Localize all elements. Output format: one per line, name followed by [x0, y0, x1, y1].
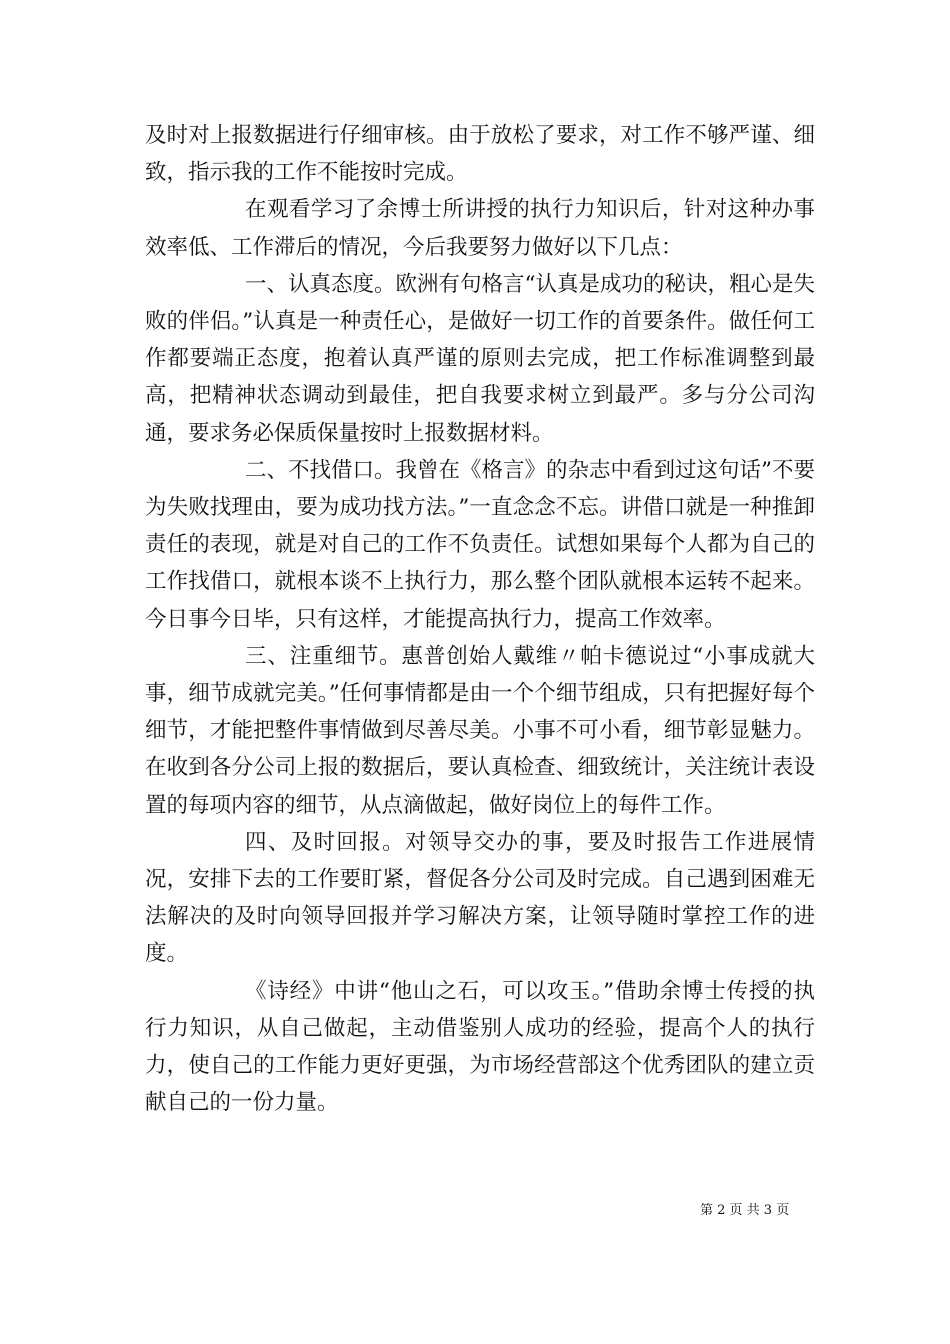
- paragraph-conclusion: 《诗经》中讲“他山之石，可以攻玉。”借助余博士传授的执行力知识，从自己做起，主动借鉴别人成功的经验，提高个人的执行力，使自己的工作能力更好更强，为市场经营部这个优秀团队的建立贡献自己的一份力量。: [145, 978, 815, 1116]
- paragraph-point-4: 四、及时回报。对领导交办的事，要及时报告工作进展情况，安排下去的工作要盯紧，督促各分公司及时完成。自己遇到困难无法解决的及时向领导回报并学习解决方案，让领导随时掌控工作的进度。: [145, 829, 815, 967]
- paragraph-point-2: 二、不找借口。我曾在《格言》的杂志中看到过这句话”不要为失败找理由，要为成功找方法。”一直念念不忘。讲借口就是一种推卸责任的表现，就是对自己的工作不负责任。试想如果每个人都为自己的工作找借口，就根本谈不上执行力，那么整个团队就根本运转不起来。今日事今日毕，只有这样，才能提高执行力，提高工作效率。: [145, 457, 815, 632]
- paragraph-point-1: 一、认真态度。欧洲有句格言“认真是成功的秘诀，粗心是失败的伴侣。”认真是一种责任心，是做好一切工作的首要条件。做任何工作都要端正态度，抱着认真严谨的原则去完成，把工作标准调整到最高，把精神状态调动到最佳，把自我要求树立到最严。多与分公司沟通，要求务必保质保量按时上报数据材料。: [145, 271, 815, 446]
- paragraph-continuation: 及时对上报数据进行仔细审核。由于放松了要求，对工作不够严谨、细致，指示我的工作不能按时完成。: [145, 123, 815, 186]
- document-body: [145, 117, 815, 1121]
- paragraph-point-3: 三、注重细节。惠普创始人戴维〃帕卡德说过“小事成就大事，细节成就完美。”任何事情都是由一个个细节组成，只有把握好每个细节，才能把整件事情做到尽善尽美。小事不可小看，细节彰显魅力。在收到各分公司上报的数据后，要认真检查、细致统计，关注统计表设置的每项内容的细节，从点滴做起，做好岗位上的每件工作。: [145, 643, 815, 818]
- paragraph-intro: 在观看学习了余博士所讲授的执行力知识后，针对这种办事效率低、工作滞后的情况，今后我要努力做好以下几点：: [145, 197, 815, 260]
- page-number-footer: 第 2 页 共 3 页: [700, 1203, 790, 1218]
